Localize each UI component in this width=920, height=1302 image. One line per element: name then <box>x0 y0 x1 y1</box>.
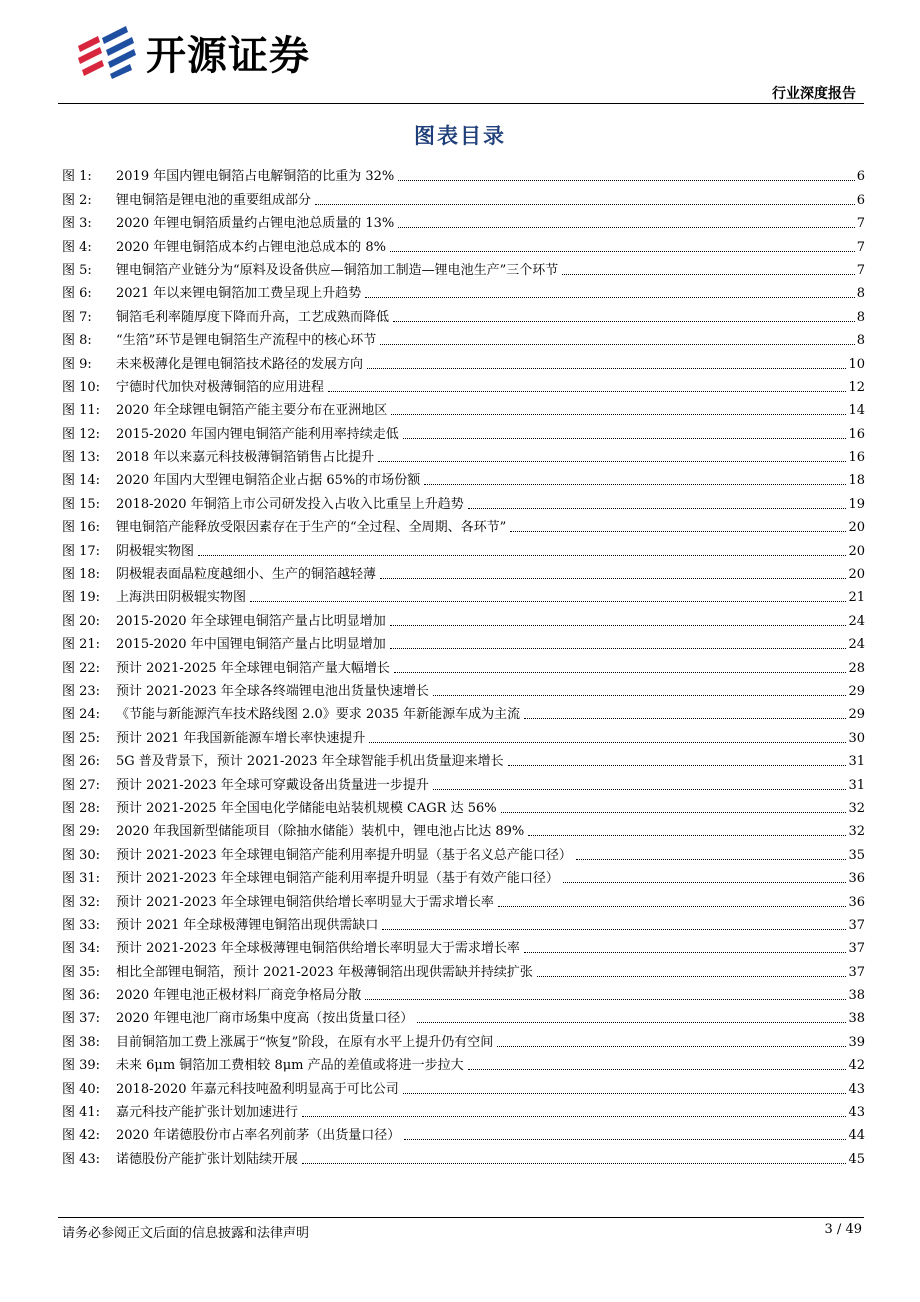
toc-entry[interactable] <box>62 723 865 746</box>
toc-entry-text: 2020 年我国新型储能项目（除抽水储能）装机中，锂电池占比达 89% <box>116 824 525 840</box>
toc-entry-leader <box>302 1116 846 1117</box>
toc-entry-text: 相比全部锂电铜箔，预计 2021-2023 年极薄铜箔出现供需缺并持续扩张 <box>116 964 533 980</box>
toc-entry-leader <box>365 297 855 298</box>
toc-entry-label: 图 12: <box>62 426 101 442</box>
toc-entry-text: 2015-2020 年全球锂电铜箔产量占比明显增加 <box>116 613 386 629</box>
toc-entry[interactable] <box>62 981 865 1004</box>
toc-entry-text: 锂电铜箔产能释放受限因素存在于生产的“全过程、全周期、各环节” <box>116 520 507 536</box>
toc-entry[interactable] <box>62 1051 865 1074</box>
toc-entry[interactable] <box>62 677 865 700</box>
toc-entry-text: 预计 2021-2025 年全国电化学储能电站装机规模 CAGR 达 56% <box>116 800 497 816</box>
toc-entry-label: 图 13: <box>62 450 101 466</box>
toc-entry-text: “生箔”环节是锂电铜箔生产流程中的核心环节 <box>116 333 377 349</box>
toc-entry[interactable] <box>62 373 865 396</box>
toc-entry-page: 38 <box>848 1011 865 1027</box>
toc-entry-page: 6 <box>856 192 865 208</box>
toc-entry-text: 2015-2020 年国内锂电铜箔产能利用率持续走低 <box>116 426 399 442</box>
toc-entry-leader <box>382 929 846 930</box>
toc-entry-page: 31 <box>848 777 865 793</box>
toc-entry-label: 图 21: <box>62 637 101 653</box>
toc-entry[interactable] <box>62 279 865 302</box>
toc-entry-text: 上海洪田阴极辊实物图 <box>116 590 247 606</box>
toc-entry-text: 宁德时代加快对极薄铜箔的应用进程 <box>116 379 325 395</box>
toc-entry-text: 2015-2020 年中国锂电铜箔产量占比明显增加 <box>116 637 386 653</box>
toc-entry-label: 图 7: <box>62 309 92 325</box>
report-type-label: 行业深度报告 <box>772 86 856 102</box>
toc-entry-leader <box>576 859 847 860</box>
toc-entry-page: 21 <box>848 590 865 606</box>
toc-entry-label: 图 29: <box>62 824 101 840</box>
toc-entry-leader <box>433 695 847 696</box>
toc-entry-leader <box>468 508 847 509</box>
toc-entry-text: 2018-2020 年嘉元科技吨盈利明显高于可比公司 <box>116 1081 399 1097</box>
toc-entry-page: 45 <box>848 1151 865 1167</box>
toc-entry[interactable] <box>62 489 865 512</box>
toc-entry-label: 图 22: <box>62 660 101 676</box>
toc-entry-label: 图 42: <box>62 1128 101 1144</box>
toc-entry-page: 32 <box>848 824 865 840</box>
toc-entry-text: 2018 年以来嘉元科技极薄铜箔销售占比提升 <box>116 450 375 466</box>
toc-entry-leader <box>501 812 847 813</box>
toc-entry-page: 16 <box>848 450 865 466</box>
toc-entry-text: 预计 2021 年全球极薄锂电铜箔出现供需缺口 <box>116 917 379 933</box>
toc-entry-label: 图 43: <box>62 1151 101 1167</box>
page-number: 3 / 49 <box>824 1222 862 1237</box>
toc-entry-label: 图 9: <box>62 356 92 372</box>
toc-entry-page: 7 <box>856 262 865 278</box>
toc-entry-text: 预计 2021-2023 年全球各终端锂电池出货量快速增长 <box>116 683 429 699</box>
toc-entry-text: 2020 年锂电池正极材料厂商竞争格局分散 <box>116 988 362 1004</box>
toc-entry-page: 16 <box>848 426 865 442</box>
toc-entry-label: 图 19: <box>62 590 101 606</box>
toc-entry-page: 43 <box>848 1081 865 1097</box>
toc-entry-leader <box>394 672 847 673</box>
toc-entry-page: 29 <box>848 707 865 723</box>
toc-entry[interactable] <box>62 700 865 723</box>
toc-entry-page: 18 <box>848 473 865 489</box>
toc-entry-page: 20 <box>848 520 865 536</box>
toc-entry-page: 7 <box>856 239 865 255</box>
toc-entry-text: 2020 年国内大型锂电铜箔企业占据 65%的市场份额 <box>116 473 421 489</box>
toc-entry-text: 2020 年诺德股份市占率名列前茅（出货量口径） <box>116 1128 401 1144</box>
toc-entry-page: 32 <box>848 800 865 816</box>
footer-divider <box>58 1217 864 1218</box>
toc-entry-label: 图 8: <box>62 333 92 349</box>
toc-entry[interactable] <box>62 396 865 419</box>
toc-entry-label: 图 26: <box>62 754 101 770</box>
toc-entry[interactable] <box>62 794 865 817</box>
toc-entry-text: 2018-2020 年铜箔上市公司研发投入占收入比重呈上升趋势 <box>116 496 464 512</box>
toc-entry-label: 图 24: <box>62 707 101 723</box>
toc-list <box>62 162 865 1168</box>
toc-entry-text: 嘉元科技产能扩张计划加速进行 <box>116 1105 299 1121</box>
toc-entry-leader <box>365 999 846 1000</box>
toc-entry-text: 2020 年锂电池厂商市场集中度高（按出货量口径） <box>116 1011 414 1027</box>
toc-entry-leader <box>468 1069 847 1070</box>
toc-entry[interactable] <box>62 1098 865 1121</box>
toc-entry-text: 铜箔毛利率随厚度下降而升高，工艺成熟而降低 <box>116 309 390 325</box>
toc-entry-text: 2021 年以来锂电铜箔加工费呈现上升趋势 <box>116 286 362 302</box>
toc-entry-page: 20 <box>848 543 865 559</box>
toc-entry-label: 图 33: <box>62 917 101 933</box>
toc-entry[interactable] <box>62 911 865 934</box>
toc-entry-label: 图 27: <box>62 777 101 793</box>
toc-entry[interactable] <box>62 232 865 255</box>
toc-entry-leader <box>250 601 846 602</box>
toc-entry-page: 37 <box>848 964 865 980</box>
toc-entry[interactable] <box>62 864 865 887</box>
toc-entry-label: 图 10: <box>62 379 101 395</box>
toc-entry-page: 43 <box>848 1105 865 1121</box>
toc-entry-text: 预计 2021-2025 年全球锂电铜箔产量大幅增长 <box>116 660 390 676</box>
toc-entry-text: 目前铜箔加工费上涨属于“恢复”阶段，在原有水平上提升仍有空间 <box>116 1034 494 1050</box>
toc-entry-label: 图 20: <box>62 613 101 629</box>
toc-entry-label: 图 30: <box>62 847 101 863</box>
toc-entry-page: 39 <box>848 1034 865 1050</box>
toc-entry-page: 14 <box>848 403 865 419</box>
toc-entry-page: 24 <box>848 613 865 629</box>
toc-entry-text: 预计 2021-2023 年全球锂电铜箔供给增长率明显大于需求增长率 <box>116 894 494 910</box>
toc-entry-text: 预计 2021-2023 年全球锂电铜箔产能利用率提升明显（基于名义总产能口径） <box>116 847 572 863</box>
page-header <box>0 0 920 104</box>
toc-entry-label: 图 15: <box>62 496 101 512</box>
toc-entry-page: 8 <box>856 309 865 325</box>
toc-entry-leader <box>498 906 847 907</box>
toc-entry[interactable] <box>62 1144 865 1167</box>
toc-entry-leader <box>403 1093 847 1094</box>
toc-entry-leader <box>390 251 855 252</box>
toc-entry[interactable] <box>62 162 865 185</box>
toc-entry-page: 6 <box>856 169 865 185</box>
toc-entry-leader <box>510 531 846 532</box>
toc-entry-leader <box>367 368 846 369</box>
toc-entry-label: 图 25: <box>62 730 101 746</box>
toc-entry[interactable] <box>62 560 865 583</box>
toc-entry[interactable] <box>62 513 865 536</box>
toc-entry[interactable] <box>62 326 865 349</box>
toc-entry-leader <box>393 321 855 322</box>
toc-entry-label: 图 39: <box>62 1058 101 1074</box>
toc-entry-leader <box>390 648 847 649</box>
toc-entry-leader <box>403 438 847 439</box>
toc-entry-page: 10 <box>848 356 865 372</box>
toc-entry-text: 锂电铜箔是锂电池的重要组成部分 <box>116 192 312 208</box>
toc-entry-label: 图 41: <box>62 1105 101 1121</box>
toc-entry-leader <box>433 789 847 790</box>
toc-entry-text: 阴极辊实物图 <box>116 543 195 559</box>
toc-entry-label: 图 31: <box>62 871 101 887</box>
toc-entry-label: 图 40: <box>62 1081 101 1097</box>
toc-entry-text: 2020 年全球锂电铜箔产能主要分布在亚洲地区 <box>116 403 388 419</box>
company-logo <box>76 24 310 80</box>
toc-entry-page: 36 <box>848 871 865 887</box>
toc-entry[interactable] <box>62 302 865 325</box>
toc-entry-page: 37 <box>848 941 865 957</box>
toc-entry-label: 图 34: <box>62 941 101 957</box>
toc-entry-page: 8 <box>856 333 865 349</box>
toc-entry-label: 图 2: <box>62 192 92 208</box>
toc-entry[interactable] <box>62 349 865 372</box>
toc-entry-page: 8 <box>856 286 865 302</box>
toc-entry-leader <box>198 555 846 556</box>
toc-entry[interactable] <box>62 817 865 840</box>
toc-entry[interactable] <box>62 443 865 466</box>
toc-entry[interactable] <box>62 606 865 629</box>
toc-entry-leader <box>302 1163 846 1164</box>
toc-entry-leader <box>404 1139 846 1140</box>
logo-mark-icon <box>76 24 138 80</box>
toc-entry-text: 2020 年锂电铜箔质量约占锂电池总质量的 13% <box>116 216 395 232</box>
toc-entry-label: 图 14: <box>62 473 101 489</box>
toc-entry[interactable] <box>62 536 865 559</box>
toc-entry-page: 37 <box>848 917 865 933</box>
toc-entry-leader <box>390 625 847 626</box>
toc-entry-label: 图 38: <box>62 1034 101 1050</box>
toc-entry-page: 38 <box>848 988 865 1004</box>
toc-entry-label: 图 6: <box>62 286 92 302</box>
toc-entry[interactable] <box>62 747 865 770</box>
toc-entry-text: 预计 2021 年我国新能源车增长率快速提升 <box>116 730 366 746</box>
toc-entry-leader <box>369 742 846 743</box>
toc-entry-text: 未来极薄化是锂电铜箔技术路径的发展方向 <box>116 356 364 372</box>
toc-entry[interactable] <box>62 770 865 793</box>
toc-entry-text: 预计 2021-2023 年全球极薄锂电铜箔供给增长率明显大于需求增长率 <box>116 941 520 957</box>
toc-entry[interactable] <box>62 209 865 232</box>
toc-entry-text: 未来 6μm 铜箔加工费相较 8μm 产品的差值或将进一步拉大 <box>116 1058 464 1074</box>
toc-entry-page: 24 <box>848 637 865 653</box>
toc-entry-label: 图 36: <box>62 988 101 1004</box>
toc-entry-label: 图 32: <box>62 894 101 910</box>
toc-entry[interactable] <box>62 1074 865 1097</box>
toc-entry-label: 图 37: <box>62 1011 101 1027</box>
toc-entry-page: 30 <box>848 730 865 746</box>
toc-entry[interactable] <box>62 653 865 676</box>
toc-entry[interactable] <box>62 1027 865 1050</box>
toc-entry-leader <box>537 976 847 977</box>
toc-entry[interactable] <box>62 185 865 208</box>
toc-entry-label: 图 17: <box>62 543 101 559</box>
toc-entry-label: 图 35: <box>62 964 101 980</box>
toc-entry-leader <box>380 578 846 579</box>
toc-entry-label: 图 16: <box>62 520 101 536</box>
toc-entry-page: 44 <box>848 1128 865 1144</box>
toc-entry-leader <box>315 204 855 205</box>
toc-entry[interactable] <box>62 466 865 489</box>
toc-entry[interactable] <box>62 630 865 653</box>
toc-entry-label: 图 18: <box>62 567 101 583</box>
toc-entry-leader <box>563 882 847 883</box>
toc-entry-label: 图 28: <box>62 800 101 816</box>
toc-entry-label: 图 4: <box>62 239 92 255</box>
toc-entry-page: 29 <box>848 683 865 699</box>
toc-entry-leader <box>328 391 846 392</box>
toc-entry[interactable] <box>62 887 865 910</box>
toc-entry-leader <box>528 835 846 836</box>
toc-entry-label: 图 11: <box>62 403 101 419</box>
toc-entry-page: 42 <box>848 1058 865 1074</box>
toc-entry[interactable] <box>62 934 865 957</box>
toc-entry-text: 预计 2021-2023 年全球锂电铜箔产能利用率提升明显（基于有效产能口径） <box>116 871 559 887</box>
toc-entry-label: 图 5: <box>62 262 92 278</box>
toc-entry-page: 19 <box>848 496 865 512</box>
toc-entry-page: 35 <box>848 847 865 863</box>
toc-entry-page: 36 <box>848 894 865 910</box>
toc-entry[interactable] <box>62 957 865 980</box>
toc-entry-text: 预计 2021-2023 年全球可穿戴设备出货量进一步提升 <box>116 777 429 793</box>
toc-entry-label: 图 3: <box>62 216 92 232</box>
toc-entry-text: 锂电铜箔产业链分为“原料及设备供应—铜箔加工制造—锂电池生产”三个环节 <box>116 262 559 278</box>
toc-entry-leader <box>378 461 846 462</box>
company-name: 开源证券 <box>146 32 310 79</box>
toc-title: 图表目录 <box>414 124 506 148</box>
toc-entry-page: 7 <box>856 216 865 232</box>
toc-entry-label: 图 1: <box>62 169 92 185</box>
toc-entry[interactable] <box>62 1121 865 1144</box>
toc-entry-text: 2019 年国内锂电铜箔占电解铜箔的比重为 32% <box>116 169 395 185</box>
toc-entry-text: 5G 普及背景下，预计 2021-2023 年全球智能手机出货量迎来增长 <box>116 754 504 770</box>
toc-entry-text: 《节能与新能源汽车技术路线图 2.0》要求 2035 年新能源车成为主流 <box>116 707 521 723</box>
toc-entry-leader <box>391 414 846 415</box>
toc-entry-page: 28 <box>848 660 865 676</box>
header-divider <box>58 103 864 104</box>
toc-entry-leader <box>424 484 846 485</box>
toc-entry-page: 20 <box>848 567 865 583</box>
toc-entry-leader <box>380 344 854 345</box>
toc-entry[interactable] <box>62 419 865 442</box>
toc-entry-label: 图 23: <box>62 683 101 699</box>
toc-entry[interactable] <box>62 583 865 606</box>
toc-entry-page: 31 <box>848 754 865 770</box>
toc-entry-text: 诺德股份产能扩张计划陆续开展 <box>116 1151 299 1167</box>
toc-entry-text: 2020 年锂电铜箔成本约占锂电池总成本的 8% <box>116 239 386 255</box>
toc-entry-leader <box>398 227 854 228</box>
toc-entry-leader <box>497 1046 846 1047</box>
toc-entry-leader <box>524 952 847 953</box>
toc-entry[interactable] <box>62 840 865 863</box>
toc-entry-leader <box>562 274 854 275</box>
toc-entry-leader <box>417 1022 846 1023</box>
toc-entry[interactable] <box>62 256 865 279</box>
toc-entry-text: 阴极辊表面晶粒度越细小、生产的铜箔越轻薄 <box>116 567 377 583</box>
toc-entry-leader <box>398 180 854 181</box>
footer-disclaimer: 请务必参阅正文后面的信息披露和法律声明 <box>62 1226 310 1241</box>
toc-entry-leader <box>524 718 846 719</box>
toc-entry[interactable] <box>62 1004 865 1027</box>
toc-entry-page: 12 <box>848 379 865 395</box>
toc-entry-leader <box>508 765 847 766</box>
